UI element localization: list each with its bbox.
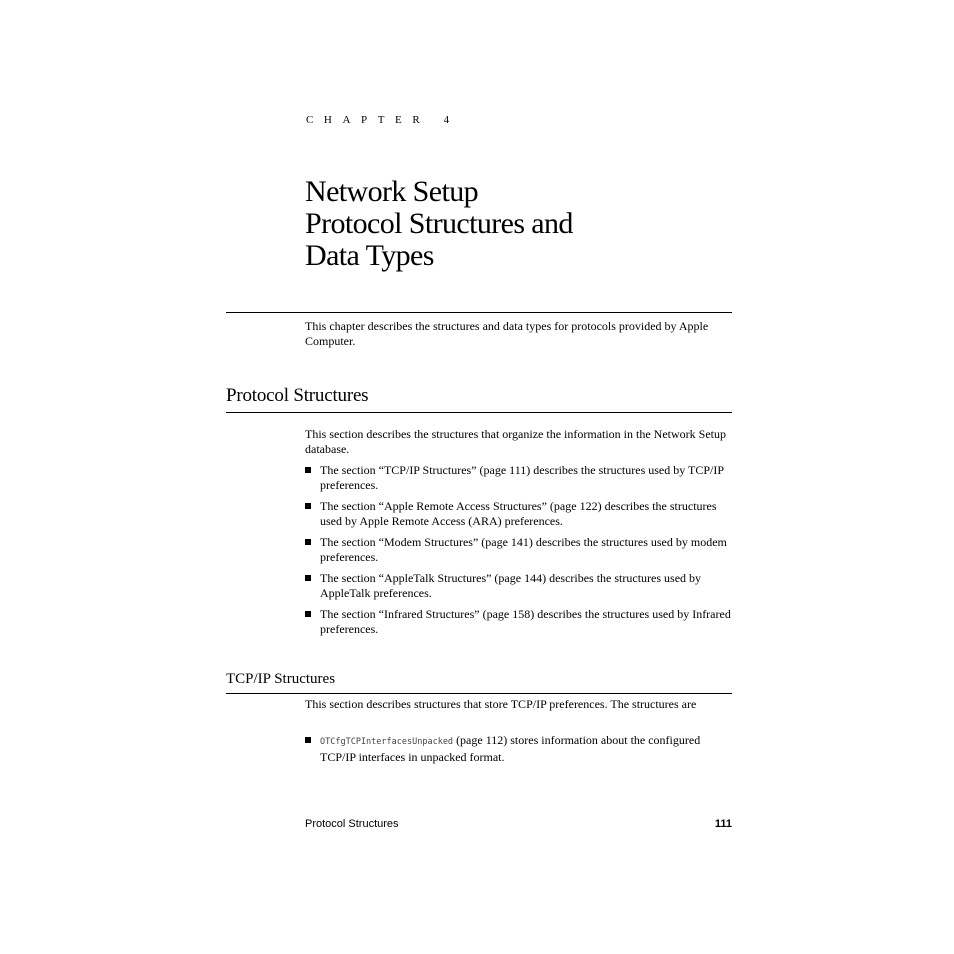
list-item: The section “Modem Structures” (page 141) describes the structures used by modem preferences. — [305, 535, 732, 565]
subsection-intro: This section describes structures that store TCP/IP preferences. The structures are — [305, 697, 697, 711]
code-symbol: OTCfgTCPInterfacesUnpacked — [320, 737, 454, 747]
chapter-title-line: Data Types — [305, 239, 434, 272]
footer-page-number: 111 — [714, 818, 732, 830]
subsection-heading-tcpip-structures: TCP/IP Structures — [226, 671, 336, 687]
list-item: The section “TCP/IP Structures” (page 111) describes the structures used by TCP/IP preferences. — [305, 463, 732, 493]
section-divider — [226, 412, 732, 413]
section-heading-protocol-structures: Protocol Structures — [226, 385, 369, 406]
chapter-divider — [226, 312, 732, 313]
footer-section-name: Protocol Structures — [305, 818, 399, 830]
protocol-structures-list — [305, 463, 732, 643]
list-item: The section “AppleTalk Structures” (page 144) describes the structures used by AppleTalk preferences. — [305, 571, 732, 601]
section-intro: This section describes the structures that organize the information in the Network Setup database. — [305, 427, 727, 456]
list-item: The section “Infrared Structures” (page 158) describes the structures used by Infrared preferences. — [305, 607, 732, 637]
chapter-title — [305, 176, 573, 272]
chapter-title-line: Network Setup — [305, 175, 479, 208]
subsection-divider — [226, 693, 732, 694]
chapter-title-line: Protocol Structures and — [305, 207, 573, 240]
list-item: The section “Apple Remote Access Structures” (page 122) describes the structures used by Apple Remote Access (ARA) preferences. — [305, 499, 732, 529]
chapter-label: CHAPTER 4 — [306, 114, 460, 126]
list-item — [305, 733, 732, 765]
chapter-intro: This chapter describes the structures and data types for protocols provided by Apple Computer. — [305, 319, 709, 348]
tcpip-structures-list — [305, 733, 732, 765]
list-item-text: (page 112) stores information about the configured TCP/IP interfaces in unpacked format. — [320, 733, 701, 764]
